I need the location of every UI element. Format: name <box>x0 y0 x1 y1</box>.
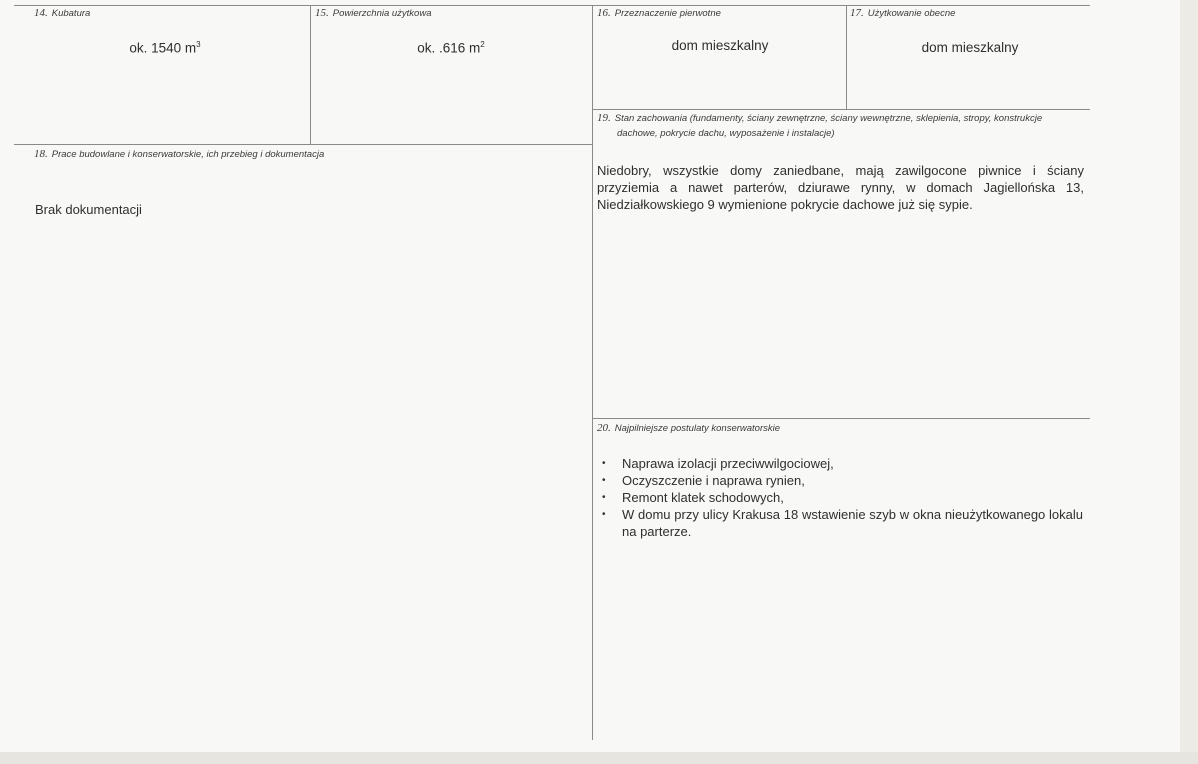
divider-16-17 <box>846 5 847 110</box>
cell-17-value: dom mieszkalny <box>921 40 1019 55</box>
cell-16-value: dom mieszkalny <box>671 38 769 53</box>
cell-20-label: 20. Najpilniejsze postulaty konserwatorskie <box>597 422 781 434</box>
cell-16-label: 16. Przeznaczenie pierwotne <box>597 7 721 19</box>
cell-19-label-line1: 19. Stan zachowania (fundamenty, ściany zewnętrzne, ściany wewnętrzne, sklepienia, stropy, konstrukcje <box>597 112 1043 124</box>
cell-15-value: ok. .616 $m^2$ <box>417 40 485 56</box>
list-item: • W domu przy ulicy Krakusa 18 wstawienie szyb w okna nieużytkowanego lokalu na parterze. <box>598 506 1083 540</box>
cell-19-label-line2: dachowe, pokrycie dachu, wyposażenie i instalacje) <box>617 128 835 139</box>
list-item: • Naprawa izolacji przeciwwilgociowej, <box>598 455 1083 472</box>
divider-main <box>592 5 593 740</box>
divider-19-20 <box>592 418 1090 419</box>
cell-18-label: 18. Prace budowlane i konserwatorskie, ich przebieg i dokumentacja <box>34 148 325 160</box>
cell-20-list <box>598 455 1083 540</box>
cell-14-value: ok. 1540 $m^3$ <box>129 40 201 56</box>
list-item: • Remont klatek schodowych, <box>598 489 1083 506</box>
list-item: • Oczyszczenie i naprawa rynien, <box>598 472 1083 489</box>
divider-14-15 <box>310 5 311 145</box>
divider-16-19 <box>592 109 1090 110</box>
divider-14-18 <box>14 144 592 145</box>
cell-14-label: 14. Kubatura <box>34 7 91 19</box>
scan-edge-bottom <box>0 752 1198 764</box>
top-border <box>14 5 1090 6</box>
cell-19-text: Niedobry, wszystkie domy zaniedbane, mają zawilgocone piwnice i ściany przyziemia a nawet parterów, dziurawe rynny, w domach Jagiellońska 13, Niedziałkowskiego 9 wymienione pokrycie dachowe już się sypie. <box>597 163 1084 212</box>
cell-18-value: Brak dokumentacji <box>35 202 142 217</box>
cell-15-label: 15. Powierzchnia użytkowa <box>315 7 432 19</box>
cell-17-label: 17. Użytkowanie obecne <box>850 7 956 19</box>
scan-edge-right <box>1180 0 1198 764</box>
